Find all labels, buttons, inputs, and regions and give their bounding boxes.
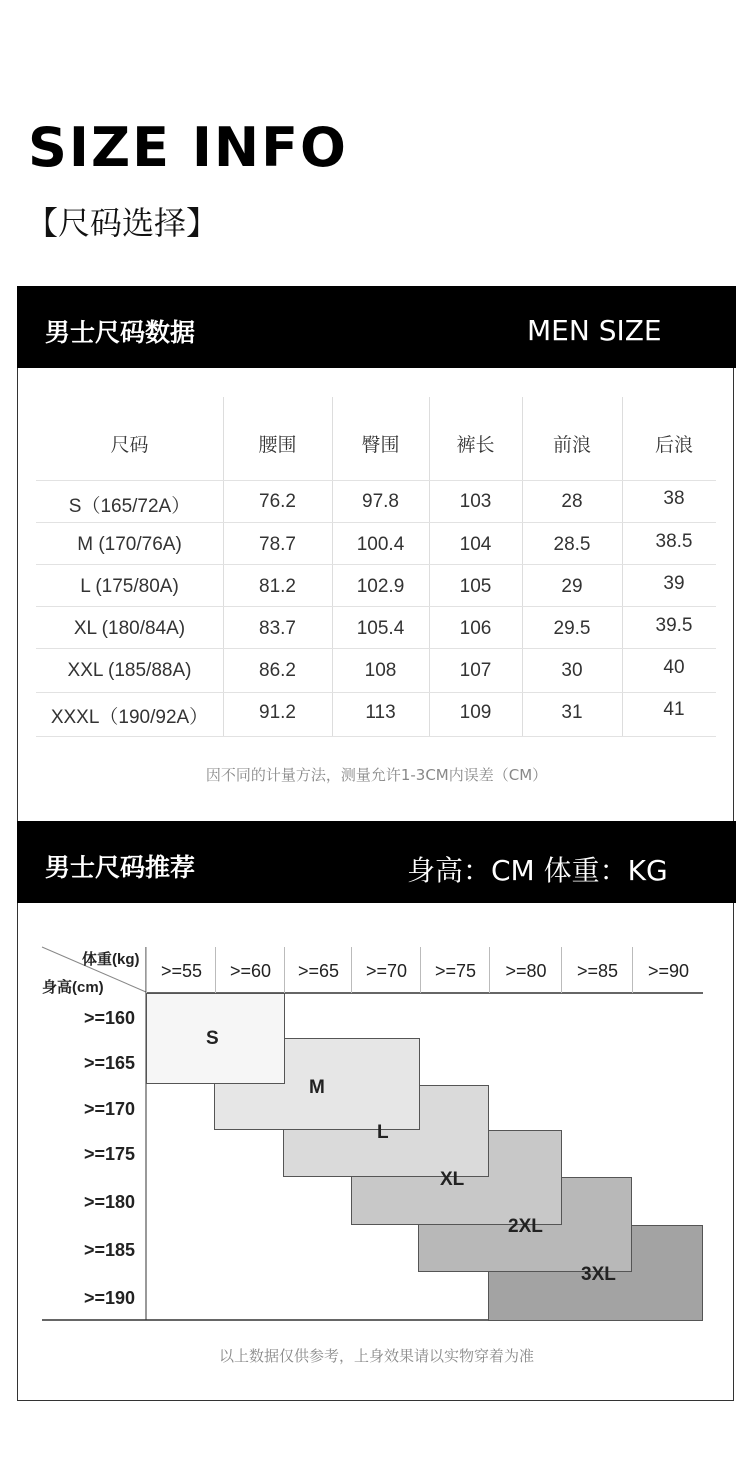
men-size-title: 男士尺码数据 [45, 318, 196, 347]
page-title: SIZE INFO [28, 116, 348, 179]
size-label-s: S [206, 1028, 219, 1049]
table-cell: 103 [459, 491, 492, 512]
weight-header: >=75 [420, 947, 490, 993]
table-cell: 97.8 [362, 491, 399, 512]
table-cell: 40 [663, 657, 685, 678]
table-cell: 83.7 [259, 618, 296, 639]
weight-header: >=85 [561, 947, 633, 993]
size-label-2xl: 2XL [508, 1216, 543, 1237]
height-row-label: >=165 [83, 1053, 135, 1073]
table-cell: 105 [459, 576, 492, 597]
table-cell: 28 [561, 491, 583, 512]
corner-weight-label: 体重(kg) [82, 951, 140, 968]
size-label-m: M [309, 1077, 325, 1098]
reference-note: 以上数据仅供参考，上身效果请以实物穿着为准 [218, 1347, 534, 1365]
table-cell: 106 [459, 618, 492, 639]
table-cell: 108 [364, 660, 397, 681]
table-cell: 78.7 [259, 534, 296, 555]
weight-header: >=60 [215, 947, 285, 993]
table-cell: 41 [663, 699, 685, 720]
table-cell: 113 [365, 702, 396, 723]
weight-header: >=80 [489, 947, 562, 993]
column-header: 尺码 [110, 435, 149, 456]
table-cell: 38 [663, 488, 685, 509]
table-cell: 39 [663, 573, 685, 594]
height-row-label: >=180 [83, 1192, 135, 1212]
column-header: 前浪 [552, 435, 591, 456]
table-cell: 38.5 [655, 531, 693, 552]
table-cell: 76.2 [259, 491, 296, 512]
weight-header: >=90 [632, 947, 704, 993]
table-cell: 100.4 [356, 534, 405, 555]
column-header: 腰围 [258, 435, 297, 456]
table-cell: 109 [459, 702, 492, 723]
weight-header: >=70 [351, 947, 421, 993]
corner-height-label: 身高(cm) [42, 979, 104, 996]
table-cell: 29 [561, 576, 583, 597]
page-subtitle: 【尺码选择】 [26, 204, 219, 242]
table-cell: 104 [459, 534, 492, 555]
height-row-label: >=190 [83, 1288, 135, 1308]
recommend-title: 男士尺码推荐 [45, 853, 196, 882]
size-label-l: L [377, 1122, 389, 1143]
height-row-label: >=160 [83, 1008, 135, 1028]
measurement-note: 因不同的计量方法，测量允许1-3CM内误差（CM） [205, 766, 548, 784]
height-row-label: >=170 [83, 1099, 135, 1119]
height-row-label: >=175 [83, 1144, 135, 1164]
table-cell: 29.5 [553, 618, 591, 639]
size-label-3xl: 3XL [581, 1264, 616, 1285]
table-cell: S（165/72A） [68, 496, 191, 517]
weight-header: >=65 [284, 947, 352, 993]
table-cell: L (175/80A) [80, 576, 179, 597]
table-cell: 86.2 [259, 660, 296, 681]
table-cell: XL (180/84A) [73, 618, 186, 639]
recommend-units: 身高：CM 体重：KG [407, 854, 668, 887]
table-cell: XXL (185/88A) [67, 660, 192, 681]
column-header: 后浪 [654, 435, 693, 456]
men-size-title-en: MEN SIZE [527, 314, 662, 347]
height-row-label: >=185 [83, 1240, 135, 1260]
table-cell: 30 [561, 660, 583, 681]
column-header: 裤长 [456, 435, 495, 456]
size-label-xl: XL [440, 1169, 465, 1190]
column-header: 臀围 [361, 435, 400, 456]
table-cell: 39.5 [655, 615, 693, 636]
table-cell: 107 [459, 660, 492, 681]
table-cell: M (170/76A) [77, 534, 182, 555]
table-cell: 81.2 [259, 576, 296, 597]
table-cell: 91.2 [259, 702, 296, 723]
table-cell: XXXL（190/92A） [50, 707, 209, 728]
table-cell: 31 [561, 702, 583, 723]
weight-header: >=55 [146, 947, 216, 993]
table-cell: 28.5 [553, 534, 591, 555]
table-cell: 102.9 [356, 576, 405, 597]
table-cell: 105.4 [356, 618, 405, 639]
